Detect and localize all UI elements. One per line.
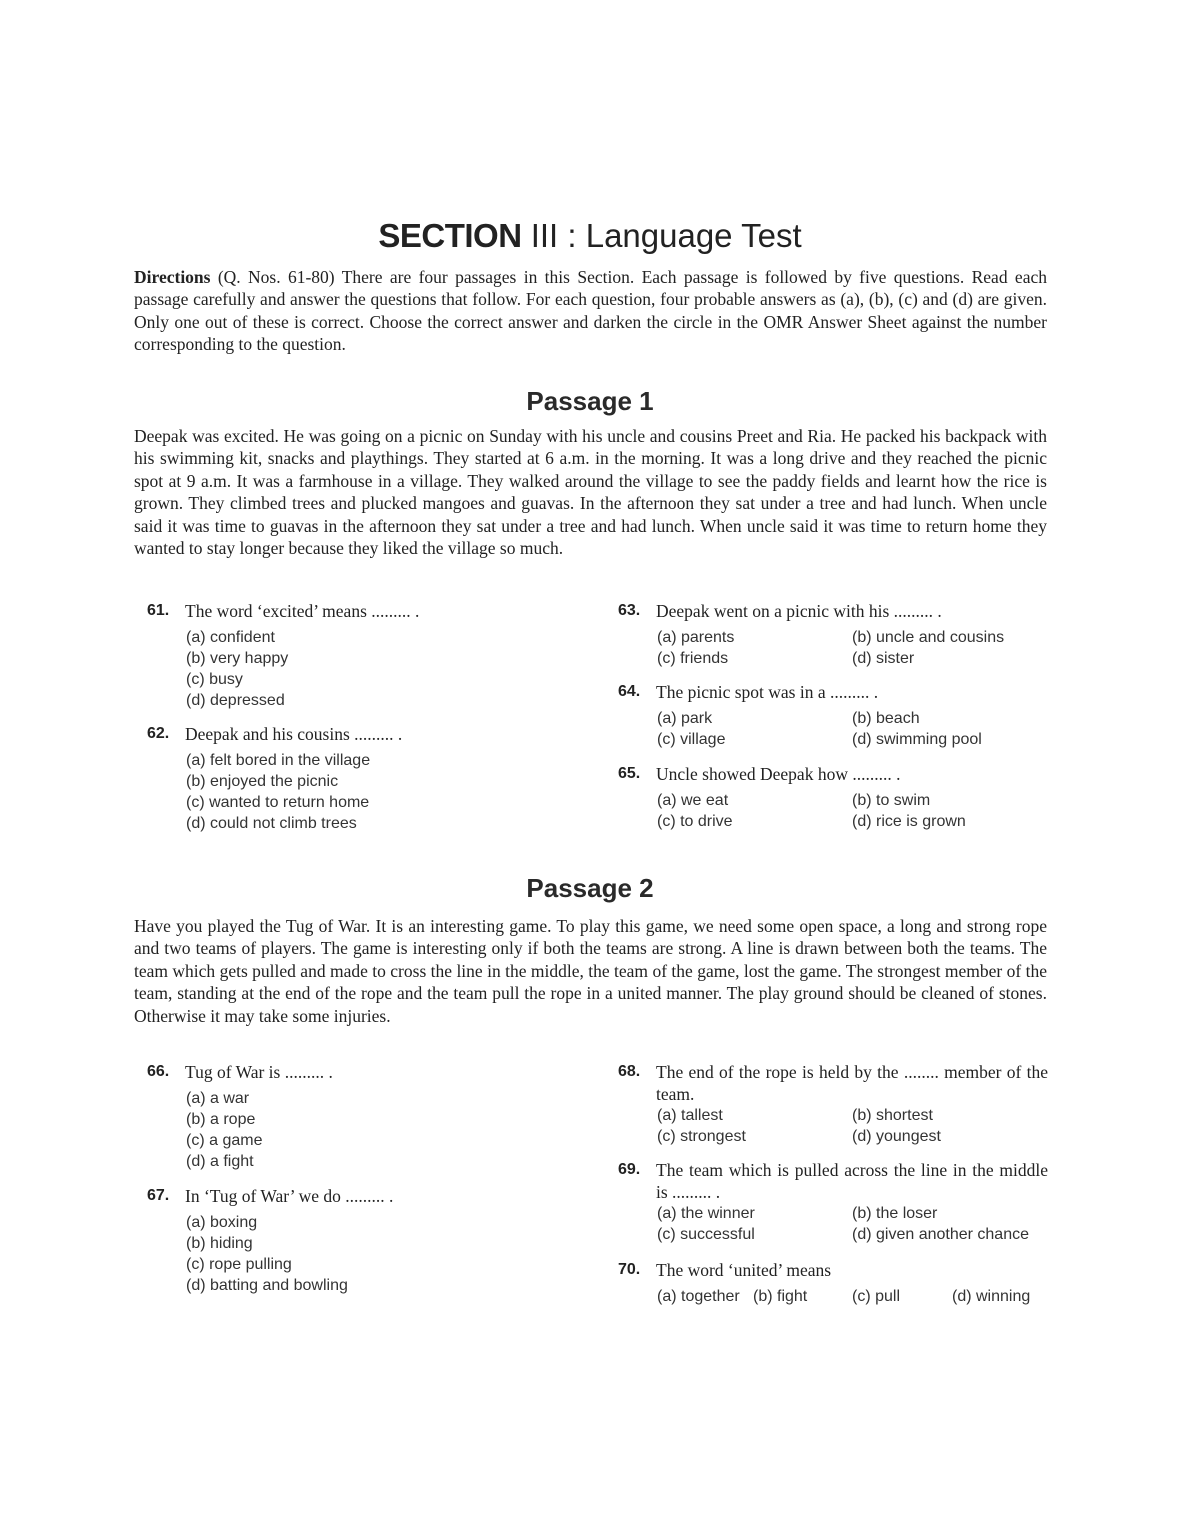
option-d: (d) winning — [952, 1288, 1031, 1305]
question-number: 66. — [147, 1063, 170, 1080]
question-stem: The team which is pulled across the line in the middle is ......... . — [656, 1160, 1048, 1202]
passage-2-text: Have you played the Tug of War. It is an interesting game. To play this game, we need some open space, a long and strong rope and two teams of players. The game is interesting only if both the teams are strong. A line is drawn between both the teams. The team which gets pulled and made to cross the line in the middle, the team of the game, lost the game. The strongest member of the team, standing at the end of the rope and the team pull the rope in a united manner. The play ground should be cleaned of stones. Otherwise it may take some injuries. — [134, 916, 1047, 1026]
option-d: (d) depressed — [186, 692, 285, 709]
option-b: (b) fight — [753, 1288, 808, 1305]
option-c: (c) pull — [852, 1288, 901, 1305]
option-a: (a) boxing — [186, 1214, 258, 1231]
question-stem: The word ‘united’ means — [656, 1260, 832, 1280]
question-65 — [618, 763, 1058, 832]
question-stem: The end of the rope is held by the ........ member of the team. — [656, 1062, 1048, 1104]
option-a: (a) together — [657, 1288, 740, 1305]
option-c: (c) friends — [657, 650, 729, 667]
question-stem: The picnic spot was in a ......... . — [656, 682, 879, 702]
section-title-rest: III : Language Test — [521, 217, 802, 254]
section-title-bold: SECTION — [378, 217, 522, 254]
option-d: (d) could not climb trees — [186, 815, 357, 832]
directions-paragraph — [134, 266, 1047, 356]
option-d: (d) swimming pool — [852, 731, 982, 748]
option-c: (c) wanted to return home — [186, 794, 370, 811]
question-number: 67. — [147, 1187, 170, 1204]
option-d: (d) sister — [852, 650, 915, 667]
option-b: (b) a rope — [186, 1111, 256, 1128]
question-69 — [618, 1159, 1048, 1245]
passage-1-text: Deepak was excited. He was going on a picnic on Sunday with his uncle and cousins Preet and Ria. He packed his backpack with his swimming kit, snacks and playthings. They started at 6 a.m. in the morning. It was a long drive and they reached the picnic spot at 9 a.m. It was a farmhouse in a village. They walked around the village to see the paddy fields and learnt how the rice is grown. They climbed trees and plucked mangoes and guavas. In the afternoon they sat under a tree and had lunch. When uncle said it was time to guavas in the afternoon they sat under a tree and had lunch. When uncle said it was time to return home they wanted to stay longer because they liked the village so much. — [134, 426, 1047, 559]
directions-lead: Directions — [134, 267, 211, 287]
option-c: (c) strongest — [657, 1128, 746, 1145]
section-title — [0, 216, 1180, 256]
option-d: (d) given another chance — [852, 1226, 1029, 1243]
option-b: (b) hiding — [186, 1235, 253, 1252]
passage-2-title: Passage 2 — [526, 873, 654, 903]
option-a: (a) felt bored in the village — [186, 752, 371, 769]
question-68 — [618, 1061, 1048, 1147]
option-b: (b) the loser — [852, 1205, 938, 1222]
question-number: 63. — [618, 602, 641, 619]
option-a: (a) we eat — [657, 792, 729, 809]
directions-text: (Q. Nos. 61-80) There are four passages in this Section. Each passage is followed by five questions. Read each passage carefully and answer the questions that follow. For each question, four probable answers as (a), (b), (c) and (d) are given. Only one out of these is correct. Choose the correct answer and darken the circle in the OMR Answer Sheet against the number corresponding to the question. — [134, 267, 1047, 355]
question-63 — [618, 600, 1058, 669]
option-b: (b) shortest — [852, 1107, 933, 1124]
question-number: 68. — [618, 1063, 641, 1080]
option-b: (b) uncle and cousins — [852, 629, 1005, 646]
option-a: (a) confident — [186, 629, 275, 646]
option-a: (a) the winner — [657, 1205, 755, 1222]
option-a: (a) parents — [657, 629, 735, 646]
option-c: (c) successful — [657, 1226, 755, 1243]
question-stem: Tug of War is ......... . — [185, 1062, 333, 1082]
option-d: (d) youngest — [852, 1128, 941, 1145]
option-c: (c) busy — [186, 671, 243, 688]
question-66 — [147, 1061, 547, 1172]
option-d: (d) rice is grown — [852, 813, 966, 830]
option-c: (c) village — [657, 731, 726, 748]
option-d: (d) a fight — [186, 1153, 254, 1170]
question-stem: The word ‘excited’ means ......... . — [185, 601, 420, 621]
question-number: 61. — [147, 602, 170, 619]
option-b: (b) beach — [852, 710, 920, 727]
option-c: (c) a game — [186, 1132, 263, 1149]
question-stem: Deepak went on a picnic with his ......... . — [656, 601, 942, 621]
question-number: 70. — [618, 1261, 641, 1278]
option-d: (d) batting and bowling — [186, 1277, 348, 1294]
option-c: (c) to drive — [657, 813, 733, 830]
question-64 — [618, 681, 1058, 750]
option-a: (a) a war — [186, 1090, 250, 1107]
question-number: 64. — [618, 683, 641, 700]
option-a: (a) park — [657, 710, 713, 727]
option-c: (c) rope pulling — [186, 1256, 292, 1273]
question-62 — [147, 723, 547, 834]
question-stem: Deepak and his cousins ......... . — [185, 724, 403, 744]
question-70 — [618, 1259, 1058, 1307]
option-b: (b) very happy — [186, 650, 289, 667]
question-number: 62. — [147, 725, 170, 742]
passage-1-title: Passage 1 — [526, 386, 654, 416]
option-b: (b) to swim — [852, 792, 931, 809]
question-67 — [147, 1185, 547, 1296]
question-number: 69. — [618, 1161, 641, 1178]
question-61 — [147, 600, 547, 711]
question-stem: Uncle showed Deepak how ......... . — [656, 764, 901, 784]
question-number: 65. — [618, 765, 641, 782]
question-stem: In ‘Tug of War’ we do ......... . — [185, 1186, 394, 1206]
option-b: (b) enjoyed the picnic — [186, 773, 339, 790]
option-a: (a) tallest — [657, 1107, 723, 1124]
